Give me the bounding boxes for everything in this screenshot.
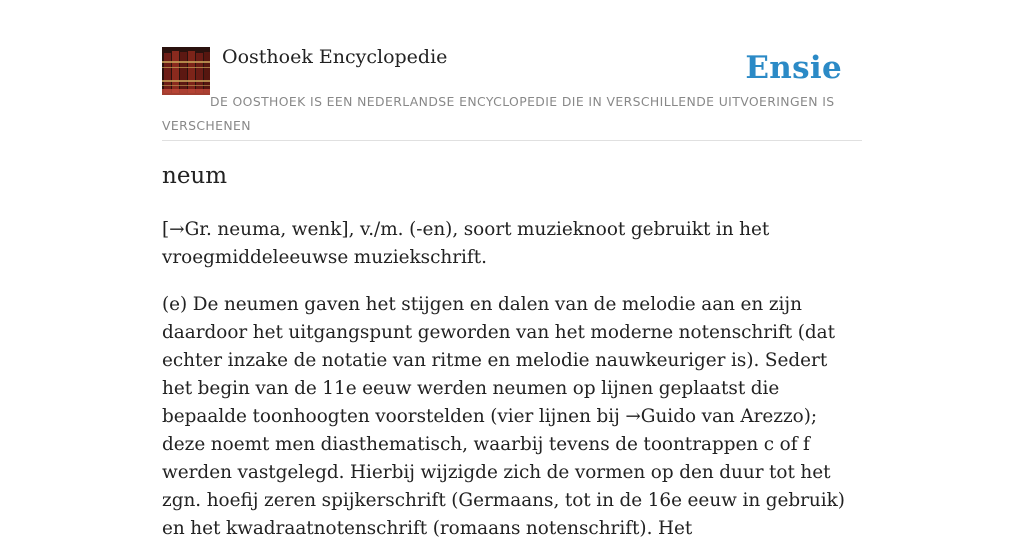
page-container [162, 0, 862, 539]
book-spines-avatar-icon[interactable] [162, 47, 210, 95]
brand-logo-link[interactable]: Ensie [745, 50, 842, 86]
site-tagline: DE OOSTHOEK IS EEN NEDERLANDSE ENCYCLOPEDIE DIE IN VERSCHILLENDE UITVOERINGEN IS VERSCHENEN [162, 94, 835, 133]
article-paragraph: [→Gr. neuma, wenk], v./m. (-en), soort muzieknoot gebruikt in het vroegmiddeleeuwse muziekschrift. [162, 219, 770, 268]
site-header [162, 0, 862, 141]
site-name-link[interactable]: Oosthoek Encyclopedie [222, 46, 448, 68]
article-title: neum [162, 163, 228, 189]
article-paragraph: (e) De neumen gaven het stijgen en dalen van de melodie aan en zijn daardoor het uitgangspunt geworden van het moderne notenschrift (dat echter inzake de notatie van ritme en melodie nauwkeuriger is). Sedert het begin van de 11e eeuw werden neumen op lijnen geplaatst die bepaalde toonhoogten voorstelden (vier lijnen bij →Guido van Arezzo); deze noemt men diasthematisch, waarbij tevens de toontrappen c of f werden vastgelegd. Hierbij wijzigde zich de vormen op den duur tot het zgn. hoefij zeren spijkerschrift (Germaans, tot in de 16e eeuw in gebruik) en het kwadraatnotenschrift (romaans notenschrift). Het [162, 294, 845, 539]
